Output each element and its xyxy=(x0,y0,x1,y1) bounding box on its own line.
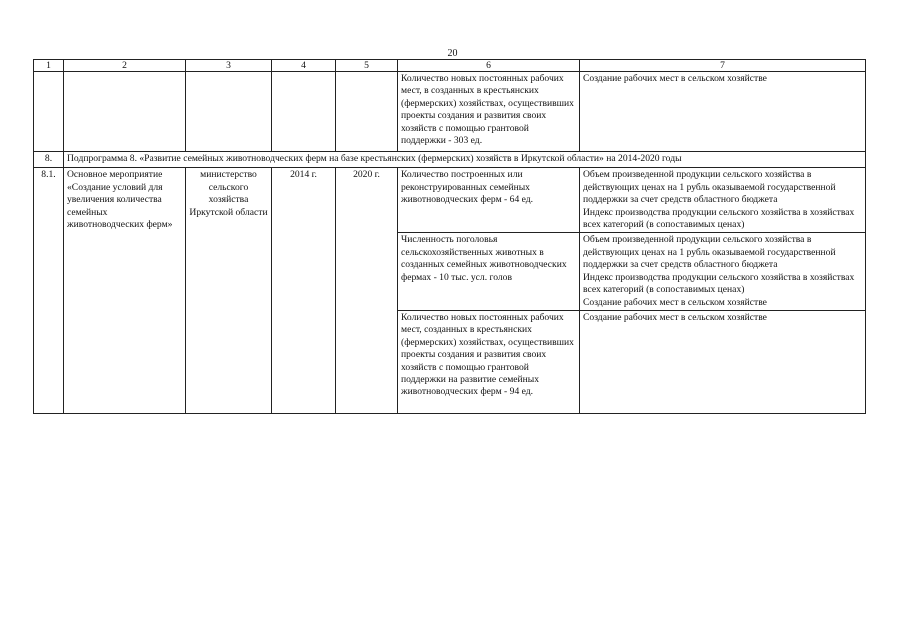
result-text: Создание рабочих мест в сельском хозяйстве xyxy=(583,311,767,323)
result-cell xyxy=(580,310,866,413)
indicator-cell: Количество построенных или реконструированных семейных животноводческих ферм - 64 ед. xyxy=(398,168,580,233)
column-header-row xyxy=(34,60,866,72)
result-text: Объем произведенной продукции сельского хозяйства в действующих ценах на 1 рубль оказываемой государственной поддержки за счет средств областного бюджета xyxy=(583,234,836,271)
table-row xyxy=(34,168,866,233)
column-number: 3 xyxy=(186,60,272,72)
program-table xyxy=(33,59,866,414)
result-text: Индекс производства продукции сельского хозяйства в хозяйствах всех категорий (в сопоставимых ценах) xyxy=(583,271,855,296)
column-number: 7 xyxy=(580,60,866,72)
result-text: Индекс производства продукции сельского хозяйства в хозяйствах всех категорий (в сопоставимых ценах) xyxy=(583,206,855,231)
column-number: 2 xyxy=(64,60,186,72)
column-number: 5 xyxy=(336,60,398,72)
end-year: 2020 г. xyxy=(336,168,398,413)
table-row xyxy=(34,72,866,152)
result-cell: Создание рабочих мест в сельском хозяйстве xyxy=(580,72,866,152)
result-text: Объем произведенной продукции сельского хозяйства в действующих ценах на 1 рубль оказываемой государственной поддержки за счет средств областного бюджета xyxy=(583,169,836,206)
result-cell xyxy=(580,233,866,310)
start-year: 2014 г. xyxy=(272,168,336,413)
subprogram-row xyxy=(34,152,866,168)
activity-cell: Основное мероприятие «Создание условий для увеличения количества семейных животноводческих ферм» xyxy=(64,168,186,413)
column-number: 6 xyxy=(398,60,580,72)
page-number: 20 xyxy=(447,48,458,59)
subprogram-title: Подпрограмма 8. «Развитие семейных животноводческих ферм на базе крестьянских (фермерских) хозяйств в Иркутской области» на 2014-2020 годы xyxy=(64,152,866,168)
result-text: Создание рабочих мест в сельском хозяйстве xyxy=(583,296,767,308)
indicator-cell: Количество новых постоянных рабочих мест, в созданных в крестьянских (фермерских) хозяйствах, осуществивших проекты создания и развития своих хозяйств с помощью грантовой поддержки - 303 ед. xyxy=(398,72,580,152)
row-number: 8.1. xyxy=(34,168,64,413)
executor-cell: министерство сельского хозяйства Иркутской области xyxy=(186,168,272,413)
result-cell xyxy=(580,168,866,233)
row-number: 8. xyxy=(34,152,64,168)
indicator-cell: Количество новых постоянных рабочих мест, созданных в крестьянских (фермерских) хозяйствах, осуществивших проекты создания и развития своих хозяйств с помощью грантовой поддержки на развитие семейных животноводческих ферм - 94 ед. xyxy=(398,310,580,413)
indicator-cell: Численность поголовья сельскохозяйственных животных в созданных семейных животноводческих фермах - 10 тыс. усл. голов xyxy=(398,233,580,310)
column-number: 1 xyxy=(34,60,64,72)
column-number: 4 xyxy=(272,60,336,72)
